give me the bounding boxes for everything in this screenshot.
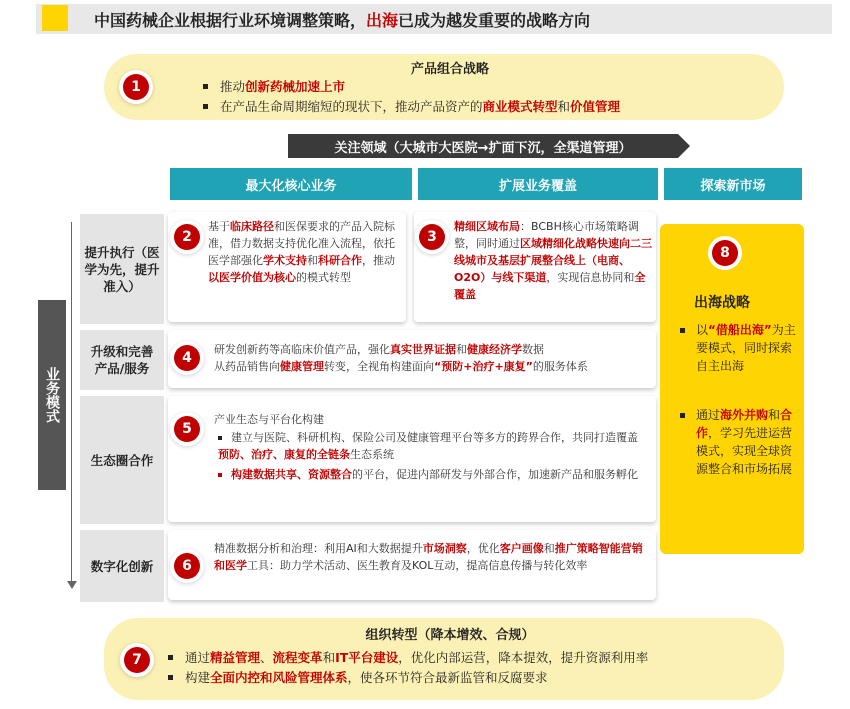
title-accent-square: [42, 5, 68, 31]
focus-arrow-tip: [678, 134, 690, 158]
timeline-arrow: [67, 581, 77, 589]
badge-2: 2: [174, 224, 200, 250]
overseas-title: 出海战略: [694, 295, 750, 311]
card-5-bullet-1: 建立与医院、科研机构、保险公司及健康管理平台等多方的跨界合作，共同打造覆盖预防、治疗、康复的全链条生态系统: [218, 431, 638, 461]
header-core-business: 最大化核心业务: [170, 168, 412, 200]
product-bullet-2: 在产品生命周期缩短的现状下，推动产品资产的商业模式转型和价值管理: [203, 97, 620, 116]
overseas-bullet-2: 通过海外并购和合作，学习先进运营模式，实现全球资源整合和市场拓展: [696, 408, 793, 476]
badge-7: 7: [124, 647, 150, 673]
badge-1: 1: [123, 74, 149, 100]
row-label-digital: 数字化创新: [80, 530, 164, 602]
card-4-line-2: 从药品销售向健康管理转变，全视角构建面向“预防+治疗+康复”的服务体系: [214, 360, 588, 373]
card-6-text: 精准数据分析和治理：利用AI和大数据提升市场洞察，优化客户画像和推广策略智能营销和医学工具：助力学术活动、医生教育及KOL互动，提高信息传播与转化效率: [214, 542, 643, 572]
row-label-products: 升级和完善产品/服务: [80, 330, 164, 390]
row-label-execution: 提升执行（医学为先，提升准入）: [80, 214, 164, 324]
product-strategy-title: 产品组合战略: [410, 62, 489, 77]
page-title: 中国药械企业根据行业环境调整策略，出海已成为越发重要的战略方向: [94, 11, 591, 30]
org-bullet-1: 通过精益管理、流程变革和IT平台建设，优化内部运营，降本提效，提升资源利用率: [168, 648, 648, 667]
badge-8: 8: [712, 240, 738, 266]
card-5-title: 产业生态与平台化构建: [214, 413, 324, 426]
card-2-text: 基于临床路径和医保要求的产品入院标准，借力数据支持优化准入流程，依托医学部强化学术支持和科研合作，推动以医学价值为核心的模式转型: [208, 220, 395, 284]
timeline-line: [71, 222, 72, 584]
card-5-bullet-2: 构建数据共享、资源整合的平台，促进内部研发与外部合作，加速新产品和服务孵化: [218, 466, 648, 483]
card-4-line-1: 研发创新药等高临床价值产品，强化真实世界证据和健康经济学数据: [214, 343, 544, 356]
card-3-text: 精细区域布局：BCBH核心市场策略调整，同时通过区域精细化战略快速向二三线城市及基层扩展整合线上（电商、O2O）与线下渠道，实现信息协同和全覆盖: [454, 220, 652, 301]
badge-5: 5: [174, 416, 200, 442]
badge-4: 4: [174, 345, 200, 371]
overseas-bullet-1-marker: [680, 328, 685, 333]
focus-area-banner: 关注领域（大城市大医院→扩面下沉，全渠道管理）: [288, 134, 678, 158]
row-label-ecosystem: 生态圈合作: [80, 396, 164, 524]
overseas-bullet-2-marker: [680, 413, 685, 418]
badge-6: 6: [174, 553, 200, 579]
product-bullet-1: 推动创新药械加速上市: [203, 77, 345, 96]
overseas-bullet-1: 以“借船出海”为主要模式，同时探索自主出海: [696, 323, 796, 373]
header-new-markets: 探索新市场: [664, 168, 802, 200]
badge-3: 3: [419, 224, 445, 250]
org-bullet-2: 构建全面内控和风险管理体系，使各环节符合最新监管和反腐要求: [168, 668, 548, 687]
org-transformation-title: 组织转型（降本增效、合规）: [365, 628, 535, 643]
overseas-strategy-box: [660, 224, 804, 554]
business-model-label: 业务模式: [38, 300, 66, 490]
header-expand-coverage: 扩展业务覆盖: [418, 168, 658, 200]
